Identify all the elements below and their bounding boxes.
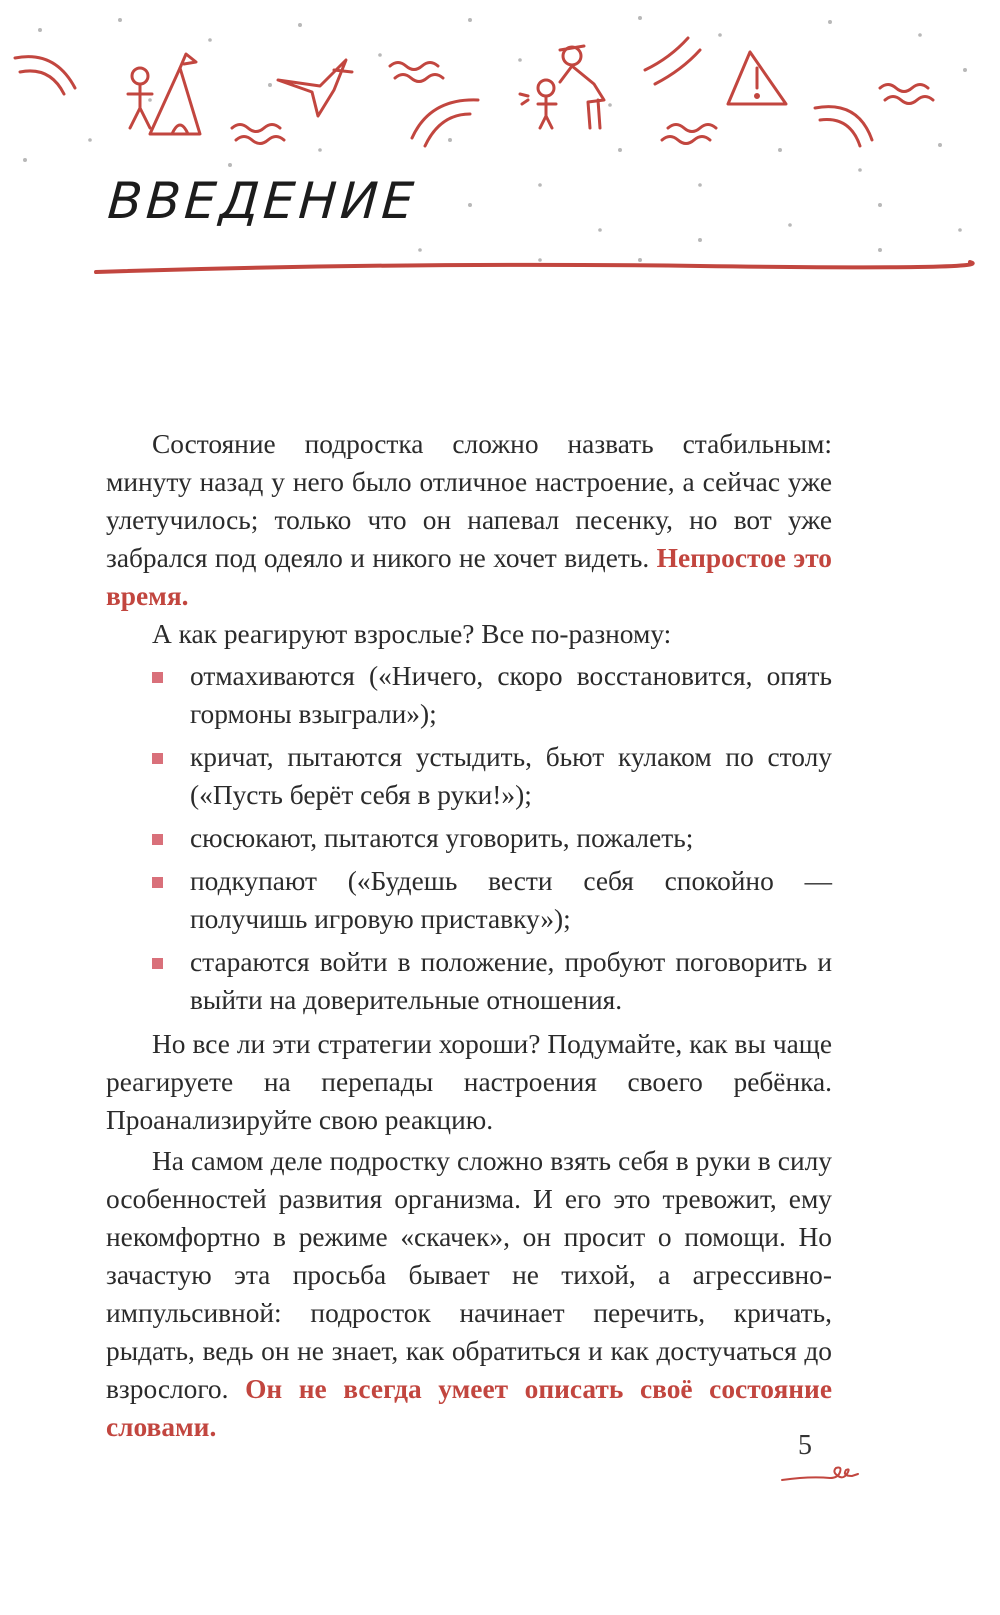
list-item: сюсюкают, пытаются уговорить, пожалеть;	[106, 819, 832, 857]
list-item: стараются войти в положение, пробуют поговорить и выйти на доверительные отношения.	[106, 943, 832, 1019]
paragraph-intro: Состояние подростка сложно назвать стабильным: минуту назад у него было отличное настроение, а сейчас уже улетучилось; только что он напевал песенку, но вот уже забрался под одеяло и никого не хочет видеть. Непростое это время.	[106, 429, 833, 611]
bullet-square-icon	[152, 753, 163, 764]
title-underline	[96, 262, 973, 272]
bullet-square-icon	[152, 877, 163, 888]
list-item: подкупают («Будешь вести себя спокойно — получишь игровую приставку»);	[106, 862, 832, 938]
bullet-square-icon	[152, 834, 163, 845]
list-item: кричат, пытаются устыдить, бьют кулаком по столу («Пусть берёт себя в руки!»);	[106, 738, 832, 814]
paragraph-explanation: На самом деле подростку сложно взять себя в руки в силу особенностей развития организма. И его это тревожит, ему некомфортно в режиме «скачек», он просит о помощи. Но зачастую эта просьба бывает не тихой, а агрессивно-импульсивной: подросток начинает перечить, кричать, рыдать, ведь он не знает, как обратиться и как достучаться до взрослого. Он не всегда умеет описать своё состояние словами.	[106, 1146, 832, 1442]
list-item: отмахиваются («Ничего, скоро восстановится, опять гормоны взыграли»);	[106, 657, 832, 733]
bullet-square-icon	[152, 958, 163, 969]
header-illustrations	[0, 0, 1000, 300]
page-flourish-icon	[780, 1460, 860, 1486]
paragraph-question: А как реагируют взрослые? Все по-разному:	[152, 619, 672, 649]
reaction-list	[106, 657, 832, 1019]
paragraph-strategies: Но все ли эти стратегии хороши? Подумайте, как вы чаще реагируете на перепады настроения своего ребёнка. Проанализируйте свою реакцию.	[106, 1029, 832, 1135]
page-number: 5	[798, 1430, 812, 1461]
highlight-phrase: Он не всегда умеет описать своё состояние словами.	[106, 1374, 832, 1442]
bullet-square-icon	[152, 672, 163, 683]
chapter-title: ВВЕДЕНИЕ	[105, 172, 420, 230]
highlight-phrase: Непростое это время.	[106, 543, 833, 611]
main-text	[106, 425, 832, 1446]
